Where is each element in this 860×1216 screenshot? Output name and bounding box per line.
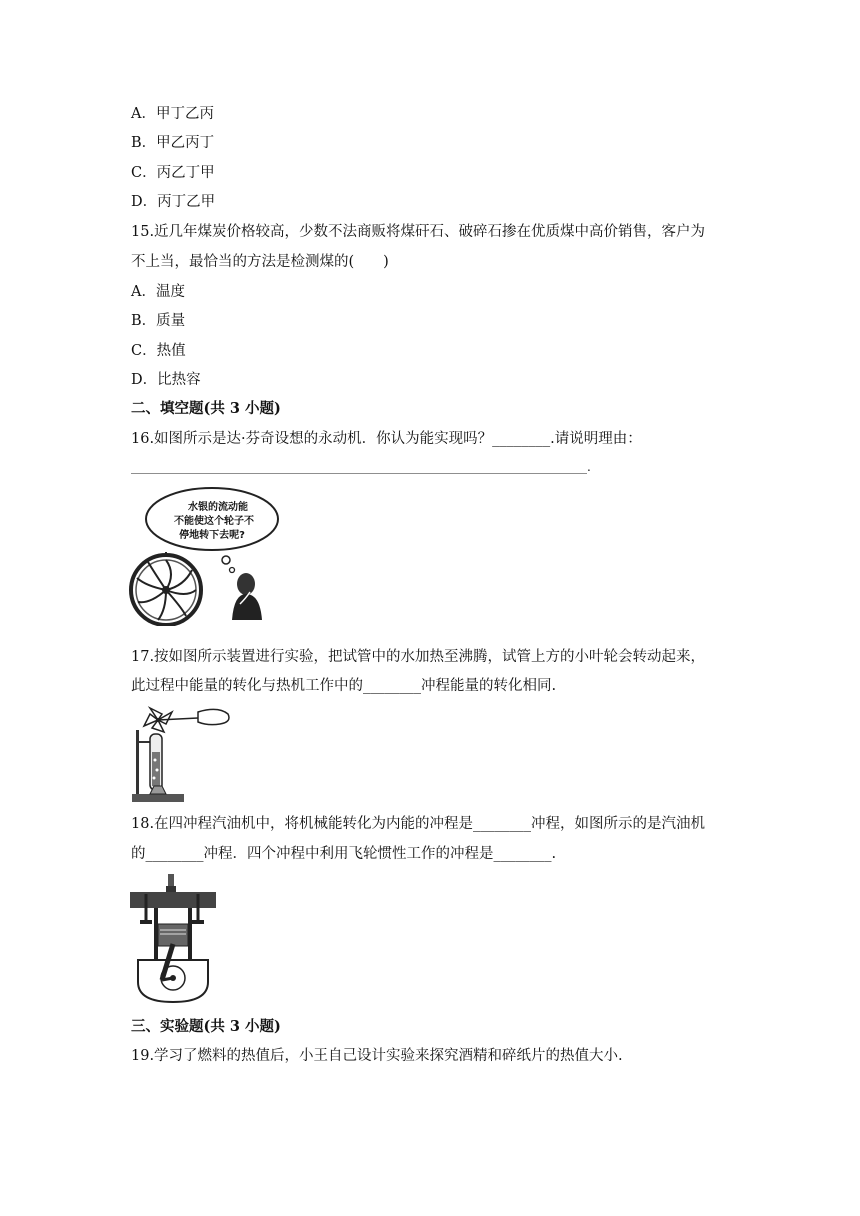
- engine-cylinder-figure: [128, 872, 220, 1006]
- bubble-text-line3: 停地转下去呢?: [179, 530, 245, 541]
- q14-option-c: C．丙乙丁甲: [131, 165, 215, 181]
- bubble-text-line1: 水银的流动能: [188, 502, 248, 513]
- q14-option-a: A．甲丁乙丙: [131, 106, 214, 122]
- q16-stem-line1: 16.如图所示是达·芬奇设想的永动机．你认为能实现吗？________.请说明理由：: [131, 431, 642, 447]
- q15-stem-line1: 15.近几年煤炭价格较高，少数不法商贩将煤矸石、破碎石掺在优质煤中高价销售，客户为: [131, 224, 706, 240]
- q14-option-d: D．丙丁乙甲: [131, 194, 216, 210]
- q15-option-b: B．质量: [131, 313, 186, 329]
- q17-stem-line2: 此过程中能量的转化与热机工作中的________冲程能量的转化相同.: [131, 678, 557, 694]
- q15-option-c: C．热值: [131, 343, 186, 359]
- q16-stem-line2: ____________________________________________________________________________.: [131, 460, 591, 474]
- q18-stem-line2: 的________冲程．四个冲程中利用飞轮惯性工作的冲程是________.: [131, 846, 557, 862]
- q19-stem-line1: 19.学习了燃料的热值后，小王自己设计实验来探究酒精和碎纸片的热值大小.: [131, 1048, 623, 1064]
- bubble-text-line2: 不能使这个轮子不: [174, 516, 254, 527]
- q15-option-a: A．温度: [131, 284, 185, 300]
- perpetual-motion-figure: [128, 486, 288, 626]
- q18-stem-line1: 18.在四冲程汽油机中，将机械能转化为内能的冲程是________冲程，如图所示的是汽油机: [131, 816, 706, 832]
- section-heading-fill-blank: 二、填空题(共 3 小题): [131, 400, 281, 417]
- test-tube-pinwheel-figure: [128, 702, 238, 804]
- q15-option-d: D．比热容: [131, 372, 201, 388]
- q17-stem-line1: 17.按如图所示装置进行实验，把试管中的水加热至沸腾，试管上方的小叶轮会转动起来，: [131, 649, 706, 665]
- section-heading-experiment: 三、实验题(共 3 小题): [131, 1018, 281, 1035]
- q14-option-b: B．甲乙丙丁: [131, 135, 215, 151]
- q15-stem-line2: 不上当，最恰当的方法是检测煤的( ): [131, 254, 389, 270]
